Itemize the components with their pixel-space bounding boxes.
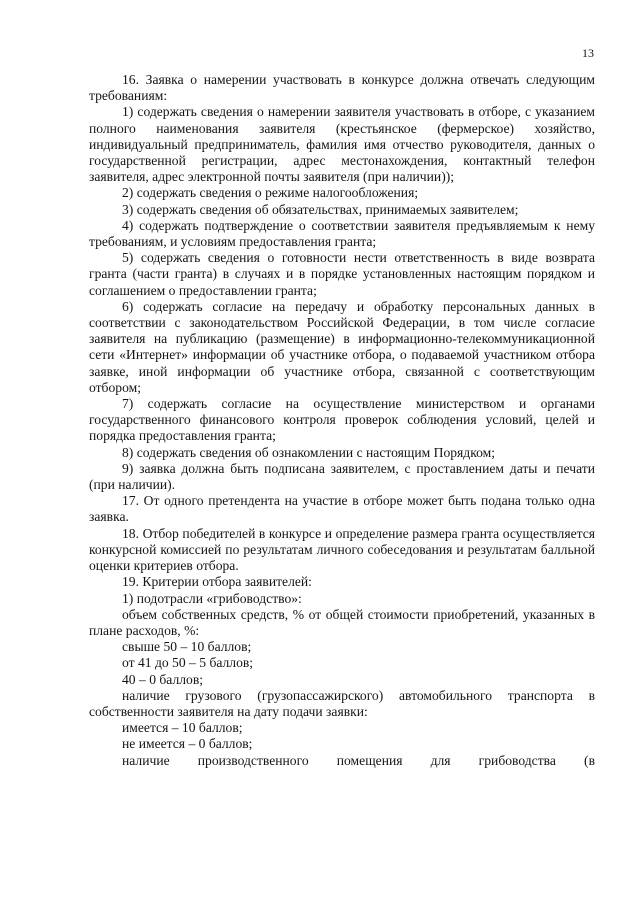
- paragraph-17: 17. От одного претендента на участие в отборе может быть подана только одна заявка.: [89, 493, 595, 525]
- requirement-5: 5) содержать сведения о готовности нести ответственность в виде возврата гранта (части гранта) в случаях и в порядке установленных настоящим порядком и соглашением о предоставлении гранта;: [89, 250, 595, 298]
- requirement-4: 4) содержать подтверждение о соответствии заявителя предъявляемым к нему требованиям, и условиям предоставления гранта;: [89, 217, 595, 250]
- score-item: свыше 50 – 10 баллов;: [122, 639, 252, 655]
- criterion-transport: наличие грузового (грузопассажирского) автомобильного транспорта в собственности заявителя на дату подачи заявки:: [89, 687, 595, 719]
- paragraph-19: 19. Критерии отбора заявителей:: [122, 574, 312, 590]
- document-body: [89, 72, 595, 769]
- criterion-premises: наличие производственного помещения для грибоводства (в: [122, 752, 595, 768]
- paragraph-16: 16. Заявка о намерении участвовать в конкурсе должна отвечать следующим требованиям:: [89, 72, 595, 104]
- criterion-own-funds: объем собственных средств, % от общей стоимости приобретений, указанных в плане расходов, %:: [89, 606, 595, 638]
- subsector-mushroom: 1) подотрасли «грибоводство»:: [122, 590, 302, 606]
- requirement-6: 6) содержать согласие на передачу и обработку персональных данных в соответствии с законодательством Российской Федерации, в том числе согласие заявителя на публикацию (размещение) в информационно-телекоммуникационной сети «Интернет» информации об участнике отбора, о подаваемой участником отбора заявке, иной информации об участнике отбора, связанной с соответствующим отбором;: [89, 298, 595, 395]
- score-item: от 41 до 50 – 5 баллов;: [122, 655, 254, 671]
- requirement-2: 2) содержать сведения о режиме налогообложения;: [122, 185, 419, 201]
- requirement-3: 3) содержать сведения об обязательствах, принимаемых заявителем;: [122, 201, 519, 217]
- requirement-8: 8) содержать сведения об ознакомлении с настоящим Порядком;: [122, 444, 496, 460]
- requirement-7: 7) содержать согласие на осуществление министерством и органами государственного финансового контроля проверок соблюдения условий, целей и порядка предоставления гранта;: [89, 396, 595, 444]
- requirement-9: 9) заявка должна быть подписана заявителем, с проставлением даты и печати (при наличии).: [89, 460, 595, 493]
- paragraph-18: 18. Отбор победителей в конкурсе и определение размера гранта осуществляется конкурсной комиссией по результатам личного собеседования и результатам балльной оценки критериев отбора.: [89, 525, 595, 574]
- page-number: 13: [582, 46, 594, 60]
- score-item: имеется – 10 баллов;: [122, 720, 243, 736]
- requirement-1: 1) содержать сведения о намерении заявителя участвовать в отборе, с указанием полного наименования заявителя (крестьянское (фермерское) хозяйство, индивидуальный предприниматель, фамилия имя отчество руководителя, данных о государственной регистрации, адрес местонахождения, контактный телефон заявителя, адрес электронной почты заявителя (при наличии));: [89, 104, 595, 185]
- score-item: не имеется – 0 баллов;: [122, 736, 253, 752]
- score-item: 40 – 0 баллов;: [122, 671, 204, 687]
